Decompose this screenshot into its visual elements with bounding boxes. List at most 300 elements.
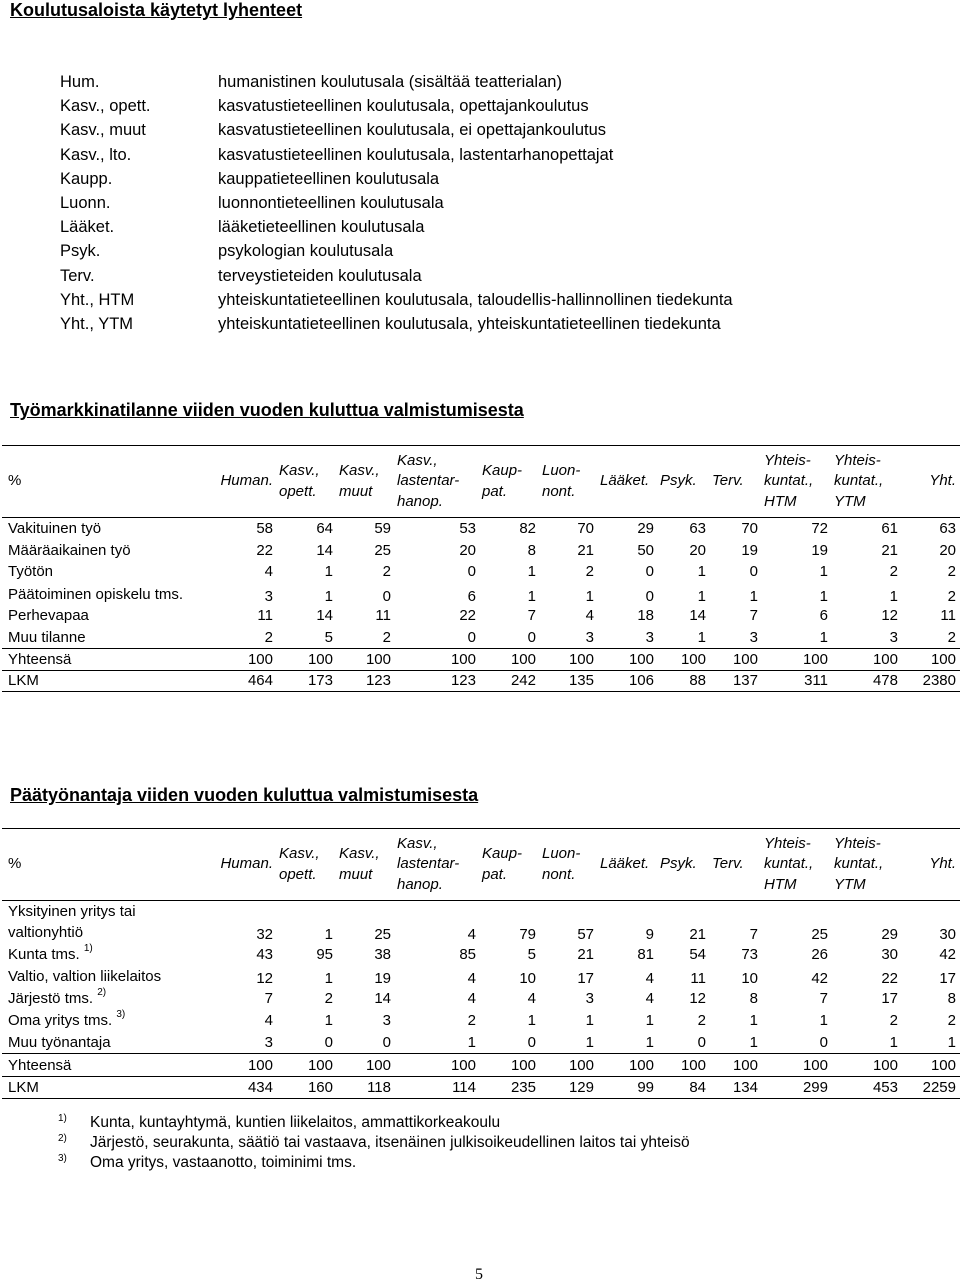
cell-value: 2 xyxy=(382,628,391,646)
cell-value: 100 xyxy=(930,1056,956,1074)
cell-value: 100 xyxy=(307,650,333,668)
cell-value: 235 xyxy=(510,1078,536,1096)
row-label: Yksityinen yritys tai valtionyhtiö xyxy=(8,903,136,941)
cell-value: 1 xyxy=(527,587,536,605)
abbreviation-key: Kasv., muut xyxy=(60,121,146,140)
row-label: Muu tilanne xyxy=(8,628,86,646)
abbreviation-value: psykologian koulutusala xyxy=(218,242,394,261)
cell-value: 100 xyxy=(872,1056,898,1074)
header-laaket: Lääket. xyxy=(600,855,650,873)
cell-value: 19 xyxy=(811,541,828,559)
abbreviation-key: Psyk. xyxy=(60,242,101,261)
row-label: LKM xyxy=(8,1078,39,1096)
cell-value: 2 xyxy=(947,1012,956,1030)
cell-value: 100 xyxy=(365,1056,391,1074)
abbreviation-value: kasvatustieteellinen koulutusala, ei opettajankoulutus xyxy=(218,121,607,140)
cell-value: 10 xyxy=(741,970,758,988)
cell-value: 2380 xyxy=(922,672,956,690)
cell-value: 1 xyxy=(324,970,333,988)
footnote-marker: 1) xyxy=(58,1113,67,1124)
cell-value: 11 xyxy=(690,970,706,988)
header-kaupp: Kaup- pat. xyxy=(482,462,523,500)
table-row xyxy=(2,561,960,583)
cell-value: 1 xyxy=(819,1012,828,1030)
header-laaket: Lääket. xyxy=(600,472,650,490)
cell-value: 70 xyxy=(577,520,594,538)
cell-value: 1 xyxy=(324,587,333,605)
header-kasv-opett: Kasv., opett. xyxy=(279,845,320,883)
cell-value: 32 xyxy=(256,926,273,943)
cell-value: 123 xyxy=(450,672,476,690)
abbreviation-row xyxy=(60,239,940,263)
footnote-ref: 2) xyxy=(97,986,107,998)
cell-value: 95 xyxy=(316,945,333,963)
abbreviation-key: Lääket. xyxy=(60,218,115,237)
cell-value: 53 xyxy=(459,520,476,538)
cell-value: 99 xyxy=(637,1078,654,1096)
cell-value: 0 xyxy=(645,563,654,581)
header-yht: Yht. xyxy=(929,472,956,490)
cell-value: 114 xyxy=(452,1078,476,1096)
cell-value: 118 xyxy=(367,1078,391,1096)
cell-value: 5 xyxy=(324,628,333,646)
cell-value: 2 xyxy=(264,628,273,646)
table-row xyxy=(2,965,960,987)
table-row xyxy=(2,1010,960,1032)
header-terv: Terv. xyxy=(712,472,744,490)
cell-value: 1 xyxy=(585,587,594,605)
row-label: Vakituinen työ xyxy=(8,520,102,538)
footnote-text: Järjestö, seurakunta, säätiö tai vastaava, itsenäinen julkisoikeudellinen laitos tai yhteisö xyxy=(90,1134,690,1151)
row-label: Oma yritys tms. $^{3)}$ xyxy=(8,1009,126,1030)
header-kasv-lto: Kasv., lastentar- hanop. xyxy=(397,451,460,510)
row-label: Työtön xyxy=(8,563,54,581)
cell-value: 100 xyxy=(802,650,828,668)
cell-value: 25 xyxy=(811,926,828,943)
cell-value: 59 xyxy=(374,520,391,538)
employment-status-table xyxy=(2,445,960,692)
abbreviation-value: kasvatustieteellinen koulutusala, opettajankoulutus xyxy=(218,97,589,116)
cell-value: 11 xyxy=(940,607,956,625)
cell-value: 61 xyxy=(881,520,898,538)
header-percent: % xyxy=(8,855,22,873)
cell-value: 29 xyxy=(881,926,898,943)
table2-title: Päätyönantaja viiden vuoden kuluttua valmistumisesta xyxy=(10,785,479,805)
cell-value: 299 xyxy=(802,1078,828,1096)
cell-value: 57 xyxy=(577,926,594,943)
cell-value: 30 xyxy=(881,945,898,963)
cell-value: 4 xyxy=(585,607,594,625)
cell-value: 8 xyxy=(749,989,758,1007)
abbreviation-key: Hum. xyxy=(60,73,100,91)
header-terv: Terv. xyxy=(712,855,744,873)
cell-value: 100 xyxy=(247,1056,273,1074)
cell-value: 0 xyxy=(324,1034,333,1052)
cell-value: 11 xyxy=(257,607,273,625)
count-row xyxy=(2,1076,960,1098)
cell-value: 1 xyxy=(749,1034,758,1052)
table-row xyxy=(2,518,960,540)
abbreviation-key: Yht., HTM xyxy=(60,290,135,309)
cell-value: 42 xyxy=(811,970,828,988)
table-row xyxy=(2,626,960,648)
cell-value: 100 xyxy=(450,1056,476,1074)
cell-value: 42 xyxy=(939,945,956,963)
cell-value: 88 xyxy=(689,672,706,690)
header-kaupp: Kaup- pat. xyxy=(482,845,523,883)
cell-value: 434 xyxy=(247,1078,273,1096)
cell-value: 1 xyxy=(585,1034,594,1052)
cell-value: 2 xyxy=(889,1012,898,1030)
cell-value: 12 xyxy=(256,970,273,988)
abbreviation-value: kauppatieteellinen koulutusala xyxy=(218,169,440,188)
cell-value: 7 xyxy=(749,607,758,625)
cell-value: 129 xyxy=(568,1078,594,1096)
cell-value: 17 xyxy=(939,970,956,988)
cell-value: 100 xyxy=(628,1056,654,1074)
cell-value: 12 xyxy=(881,607,898,625)
cell-value: 135 xyxy=(568,672,594,690)
header-human: Human. xyxy=(220,472,273,490)
header-luonn: Luon- nont. xyxy=(542,462,581,500)
cell-value: 4 xyxy=(264,1012,273,1030)
cell-value: 19 xyxy=(374,970,391,988)
cell-value: 63 xyxy=(689,520,706,538)
table-row xyxy=(2,987,960,1009)
cell-value: 1 xyxy=(324,563,333,581)
cell-value: 106 xyxy=(628,672,654,690)
cell-value: 100 xyxy=(510,650,536,668)
cell-value: 100 xyxy=(802,1056,828,1074)
cell-value: 19 xyxy=(741,541,758,559)
header-row xyxy=(2,446,960,518)
row-label: Muu työnantaja xyxy=(8,1034,111,1052)
abbreviation-value: luonnontieteellinen koulutusala xyxy=(218,193,444,212)
header-yht-ytm: Yhteis- kuntat., YTM xyxy=(834,451,884,510)
cell-value: 6 xyxy=(819,607,828,625)
cell-value: 123 xyxy=(365,672,391,690)
cell-value: 6 xyxy=(467,587,476,605)
cell-value: 9 xyxy=(645,926,654,943)
cell-value: 242 xyxy=(510,672,536,690)
cell-value: 1 xyxy=(749,1012,758,1030)
cell-value: 72 xyxy=(811,520,828,538)
cell-value: 20 xyxy=(459,541,476,559)
footnote-marker: 2) xyxy=(58,1133,67,1144)
cell-value: 1 xyxy=(324,1012,333,1030)
cell-value: 3 xyxy=(585,989,594,1007)
cell-value: 50 xyxy=(637,541,654,559)
cell-value: 14 xyxy=(316,541,333,559)
cell-value: 8 xyxy=(527,541,536,559)
cell-value: 1 xyxy=(585,1012,594,1030)
cell-value: 100 xyxy=(680,650,706,668)
cell-value: 7 xyxy=(264,989,273,1007)
cell-value: 1 xyxy=(527,1012,536,1030)
cell-value: 0 xyxy=(467,628,476,646)
cell-value: 2 xyxy=(467,1012,476,1030)
cell-value: 8 xyxy=(947,989,956,1007)
cell-value: 100 xyxy=(872,650,898,668)
cell-value: 10 xyxy=(519,970,536,988)
cell-value: 2 xyxy=(324,989,333,1007)
cell-value: 58 xyxy=(256,520,273,538)
header-percent: % xyxy=(8,472,22,490)
cell-value: 0 xyxy=(749,563,758,581)
cell-value: 82 xyxy=(519,520,536,538)
cell-value: 81 xyxy=(637,945,654,963)
cell-value: 63 xyxy=(939,520,956,538)
header-yht-htm: Yhteis- kuntat., HTM xyxy=(764,834,814,893)
cell-value: 0 xyxy=(697,1034,706,1052)
cell-value: 1 xyxy=(889,1034,898,1052)
cell-value: 1 xyxy=(819,628,828,646)
cell-value: 2 xyxy=(947,563,956,581)
cell-value: 84 xyxy=(689,1078,706,1096)
cell-value: 0 xyxy=(527,1034,536,1052)
cell-value: 3 xyxy=(749,628,758,646)
cell-value: 1 xyxy=(749,587,758,605)
cell-value: 3 xyxy=(264,587,273,605)
table-row xyxy=(2,605,960,627)
header-yht-ytm: Yhteis- kuntat., YTM xyxy=(834,834,884,893)
count-row xyxy=(2,670,960,692)
cell-value: 21 xyxy=(577,945,594,963)
abbreviation-value: terveystieteiden koulutusala xyxy=(218,266,422,285)
header-kasv-muut: Kasv., muut xyxy=(339,462,380,500)
abbreviation-value: yhteiskuntatieteellinen koulutusala, yhteiskuntatieteellinen tiedekunta xyxy=(218,314,721,333)
cell-value: 17 xyxy=(577,970,594,988)
cell-value: 1 xyxy=(645,1034,654,1052)
footnote-text: Oma yritys, vastaanotto, toiminimi tms. xyxy=(90,1154,357,1171)
cell-value: 100 xyxy=(510,1056,536,1074)
cell-value: 100 xyxy=(628,650,654,668)
total-row xyxy=(2,1054,960,1076)
abbreviation-row xyxy=(60,167,940,191)
cell-value: 160 xyxy=(307,1078,333,1096)
cell-value: 12 xyxy=(689,989,706,1007)
cell-value: 1 xyxy=(324,926,333,943)
row-label: Yhteensä xyxy=(8,650,72,668)
row-label: Valtio, valtion liikelaitos xyxy=(8,968,162,986)
cell-value: 11 xyxy=(375,607,391,625)
cell-value: 7 xyxy=(527,607,536,625)
abbreviation-value: lääketieteellinen koulutusala xyxy=(218,218,425,237)
cell-value: 3 xyxy=(382,1012,391,1030)
cell-value: 4 xyxy=(645,989,654,1007)
abbreviation-value: yhteiskuntatieteellinen koulutusala, taloudellis-hallinnollinen tiedekunta xyxy=(218,290,733,309)
cell-value: 464 xyxy=(247,672,273,690)
cell-value: 14 xyxy=(689,607,706,625)
row-label: LKM xyxy=(8,672,39,690)
abbreviation-key: Kaupp. xyxy=(60,169,113,188)
cell-value: 4 xyxy=(264,563,273,581)
cell-value: 7 xyxy=(819,989,828,1007)
row-label: Kunta tms. $^{1)}$ xyxy=(8,942,93,963)
cell-value: 4 xyxy=(467,970,476,988)
abbreviation-row xyxy=(60,191,940,215)
cell-value: 20 xyxy=(939,541,956,559)
cell-value: 79 xyxy=(519,926,536,943)
cell-value: 2259 xyxy=(922,1078,956,1096)
abbreviation-row xyxy=(60,118,940,142)
cell-value: 4 xyxy=(467,989,476,1007)
header-kasv-lto: Kasv., lastentar- hanop. xyxy=(397,834,460,893)
footnote-text: Kunta, kuntayhtymä, kuntien liikelaitos, ammattikorkeakoulu xyxy=(90,1114,501,1131)
cell-value: 0 xyxy=(819,1034,828,1052)
row-label: Päätoiminen opiskelu tms. xyxy=(8,585,184,603)
cell-value: 5 xyxy=(527,945,536,963)
abbreviations-title: Koulutusaloista käytetyt lyhenteet xyxy=(10,0,303,20)
abbreviation-key: Luonn. xyxy=(60,193,111,212)
footnote-ref: 1) xyxy=(83,942,93,954)
cell-value: 0 xyxy=(645,587,654,605)
cell-value: 1 xyxy=(697,628,706,646)
cell-value: 22 xyxy=(881,970,898,988)
cell-value: 0 xyxy=(382,587,391,605)
cell-value: 7 xyxy=(749,926,758,943)
header-kasv-muut: Kasv., muut xyxy=(339,845,380,883)
cell-value: 311 xyxy=(804,672,828,690)
cell-value: 22 xyxy=(256,541,273,559)
cell-value: 18 xyxy=(637,607,654,625)
cell-value: 3 xyxy=(264,1034,273,1052)
header-psyk: Psyk. xyxy=(660,472,697,490)
cell-value: 43 xyxy=(256,945,273,963)
page-number: 5 xyxy=(475,1266,483,1283)
table-row xyxy=(2,901,960,944)
cell-value: 3 xyxy=(645,628,654,646)
cell-value: 4 xyxy=(645,970,654,988)
cell-value: 2 xyxy=(585,563,594,581)
cell-value: 173 xyxy=(307,672,333,690)
cell-value: 1 xyxy=(697,587,706,605)
row-label: Perhevapaa xyxy=(8,607,89,625)
cell-value: 25 xyxy=(374,926,391,943)
abbreviation-key: Kasv., lto. xyxy=(60,145,132,164)
abbreviation-row xyxy=(60,143,940,167)
cell-value: 2 xyxy=(889,563,898,581)
cell-value: 2 xyxy=(947,628,956,646)
cell-value: 1 xyxy=(889,587,898,605)
abbreviation-list xyxy=(60,70,940,336)
abbreviation-row xyxy=(60,288,940,312)
cell-value: 100 xyxy=(680,1056,706,1074)
abbreviation-key: Terv. xyxy=(60,266,95,285)
header-human: Human. xyxy=(220,855,273,873)
cell-value: 64 xyxy=(316,520,333,538)
cell-value: 1 xyxy=(947,1034,956,1052)
cell-value: 3 xyxy=(889,628,898,646)
header-row xyxy=(2,829,960,901)
cell-value: 2 xyxy=(697,1012,706,1030)
cell-value: 30 xyxy=(939,926,956,943)
header-kasv-opett: Kasv., opett. xyxy=(279,462,320,500)
header-yht-htm: Yhteis- kuntat., HTM xyxy=(764,451,814,510)
abbreviation-row xyxy=(60,312,940,336)
abbreviation-row xyxy=(60,70,940,94)
cell-value: 0 xyxy=(527,628,536,646)
cell-value: 3 xyxy=(585,628,594,646)
cell-value: 14 xyxy=(374,989,391,1007)
table-row xyxy=(2,943,960,965)
cell-value: 70 xyxy=(741,520,758,538)
cell-value: 1 xyxy=(467,1034,476,1052)
cell-value: 22 xyxy=(459,607,476,625)
cell-value: 85 xyxy=(459,945,476,963)
cell-value: 4 xyxy=(527,989,536,1007)
cell-value: 21 xyxy=(577,541,594,559)
cell-value: 2 xyxy=(382,563,391,581)
cell-value: 100 xyxy=(568,1056,594,1074)
cell-value: 20 xyxy=(689,541,706,559)
cell-value: 478 xyxy=(872,672,898,690)
header-yht: Yht. xyxy=(929,855,956,873)
cell-value: 137 xyxy=(732,672,758,690)
abbreviation-key: Kasv., opett. xyxy=(60,97,151,116)
abbreviation-key: Yht., YTM xyxy=(60,314,134,333)
cell-value: 14 xyxy=(316,607,333,625)
row-label: Määräaikainen työ xyxy=(8,541,131,559)
row-label: Järjestö tms. $^{2)}$ xyxy=(8,986,107,1007)
cell-value: 54 xyxy=(689,945,706,963)
cell-value: 2 xyxy=(947,587,956,605)
table-row xyxy=(2,583,960,605)
cell-value: 21 xyxy=(881,541,898,559)
cell-value: 100 xyxy=(365,650,391,668)
total-row xyxy=(2,648,960,670)
cell-value: 1 xyxy=(819,587,828,605)
abbreviation-row xyxy=(60,94,940,118)
cell-value: 26 xyxy=(811,945,828,963)
abbreviation-value: kasvatustieteellinen koulutusala, lastentarhanopettajat xyxy=(218,145,614,164)
cell-value: 453 xyxy=(872,1078,898,1096)
cell-value: 73 xyxy=(741,945,758,963)
footnote-marker: 3) xyxy=(58,1153,67,1164)
abbreviation-row xyxy=(60,215,940,239)
cell-value: 0 xyxy=(467,563,476,581)
footnote-ref: 3) xyxy=(116,1009,126,1021)
cell-value: 38 xyxy=(374,945,391,963)
cell-value: 25 xyxy=(374,541,391,559)
cell-value: 0 xyxy=(382,1034,391,1052)
employer-table xyxy=(2,828,960,1099)
cell-value: 100 xyxy=(568,650,594,668)
header-luonn: Luon- nont. xyxy=(542,845,581,883)
table-row xyxy=(2,1032,960,1054)
cell-value: 100 xyxy=(247,650,273,668)
cell-value: 134 xyxy=(732,1078,758,1096)
cell-value: 1 xyxy=(819,563,828,581)
abbreviation-value: humanistinen koulutusala (sisältää teatterialan) xyxy=(218,73,562,91)
cell-value: 1 xyxy=(527,563,536,581)
cell-value: 100 xyxy=(450,650,476,668)
cell-value: 17 xyxy=(881,989,898,1007)
cell-value: 1 xyxy=(697,563,706,581)
cell-value: 100 xyxy=(732,650,758,668)
abbreviation-row xyxy=(60,264,940,288)
cell-value: 100 xyxy=(930,650,956,668)
cell-value: 21 xyxy=(689,926,706,943)
cell-value: 1 xyxy=(645,1012,654,1030)
header-psyk: Psyk. xyxy=(660,855,697,873)
row-label: Yhteensä xyxy=(8,1056,72,1074)
table1-title: Työmarkkinatilanne viiden vuoden kuluttua valmistumisesta xyxy=(10,400,524,420)
cell-value: 29 xyxy=(637,520,654,538)
cell-value: 100 xyxy=(732,1056,758,1074)
table-row xyxy=(2,539,960,561)
cell-value: 100 xyxy=(307,1056,333,1074)
